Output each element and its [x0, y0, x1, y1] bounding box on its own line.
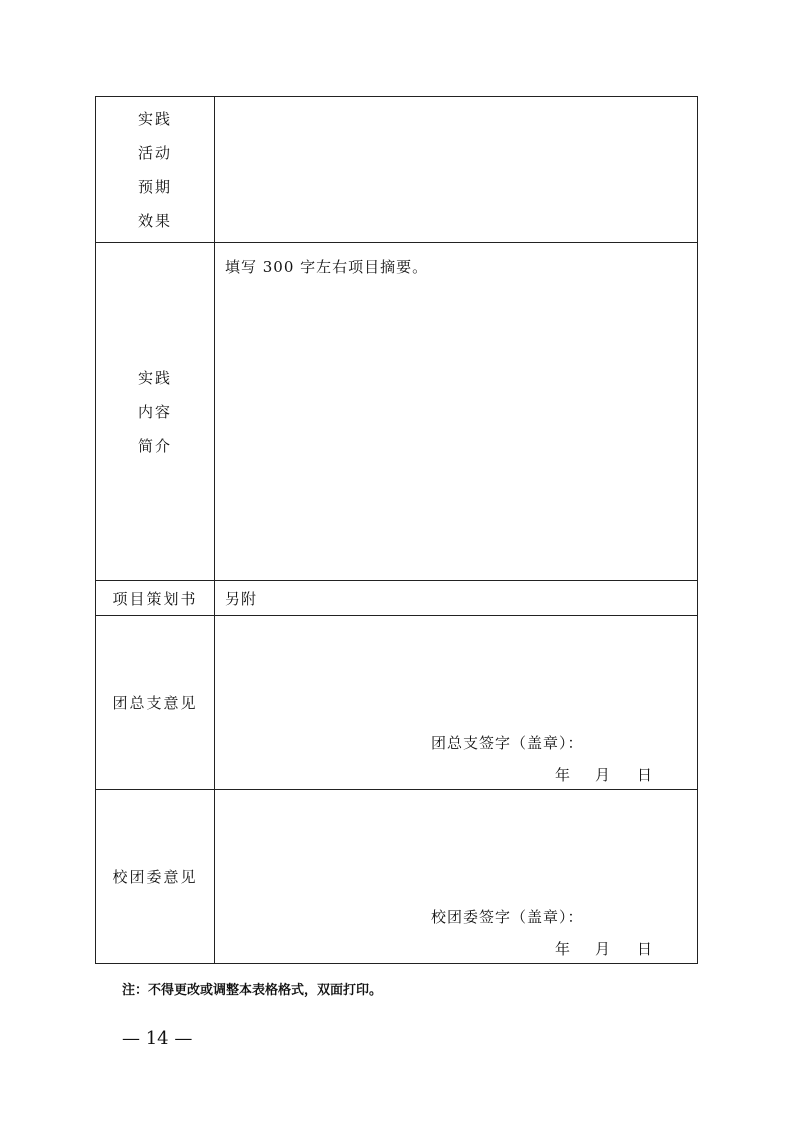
label-line: 内容 [137, 402, 172, 421]
content-summary-field[interactable] [215, 243, 698, 581]
date-day: 日 [637, 766, 653, 784]
project-plan-field[interactable] [215, 581, 698, 616]
row-label-branch-opinion [96, 616, 215, 790]
page-number: — 14 — [122, 1028, 193, 1049]
expected-effect-field[interactable] [215, 97, 698, 243]
row-label-expected-effect [96, 97, 215, 243]
application-form-table [95, 96, 698, 964]
label-text: 团总支意见 [112, 694, 198, 712]
date-year: 年 [555, 766, 571, 784]
table-row-content-summary [96, 243, 698, 581]
table-row-project-plan [96, 581, 698, 616]
date-month: 月 [595, 766, 611, 784]
committee-opinion-field[interactable] [215, 790, 698, 964]
row-label-project-plan [96, 581, 215, 616]
label-line: 效果 [137, 211, 172, 230]
date-day: 日 [637, 940, 653, 958]
summary-hint-text: 填写 300 字左右项目摘要。 [225, 258, 429, 276]
table-row-branch-opinion [96, 616, 698, 790]
date-line [555, 764, 652, 785]
label-line: 活动 [137, 143, 172, 162]
table-row-expected-effect [96, 97, 698, 243]
footnote: 注：不得更改或调整本表格格式，双面打印。 [122, 983, 383, 998]
label-line: 简介 [137, 436, 172, 455]
label-line: 实践 [137, 368, 172, 387]
date-line [555, 938, 652, 959]
row-label-content-summary [96, 243, 215, 581]
signature-label: 校团委签字（盖章）： [431, 908, 584, 926]
label-line: 预期 [137, 177, 172, 196]
date-year: 年 [555, 940, 571, 958]
table-row-committee-opinion [96, 790, 698, 964]
row-label-committee-opinion [96, 790, 215, 964]
label-text: 项目策划书 [112, 589, 198, 608]
label-line: 实践 [137, 109, 172, 128]
attachment-note: 另附 [225, 589, 258, 608]
label-text: 校团委意见 [112, 868, 198, 886]
branch-opinion-field[interactable] [215, 616, 698, 790]
date-month: 月 [595, 940, 611, 958]
signature-label: 团总支签字（盖章）： [431, 734, 584, 752]
